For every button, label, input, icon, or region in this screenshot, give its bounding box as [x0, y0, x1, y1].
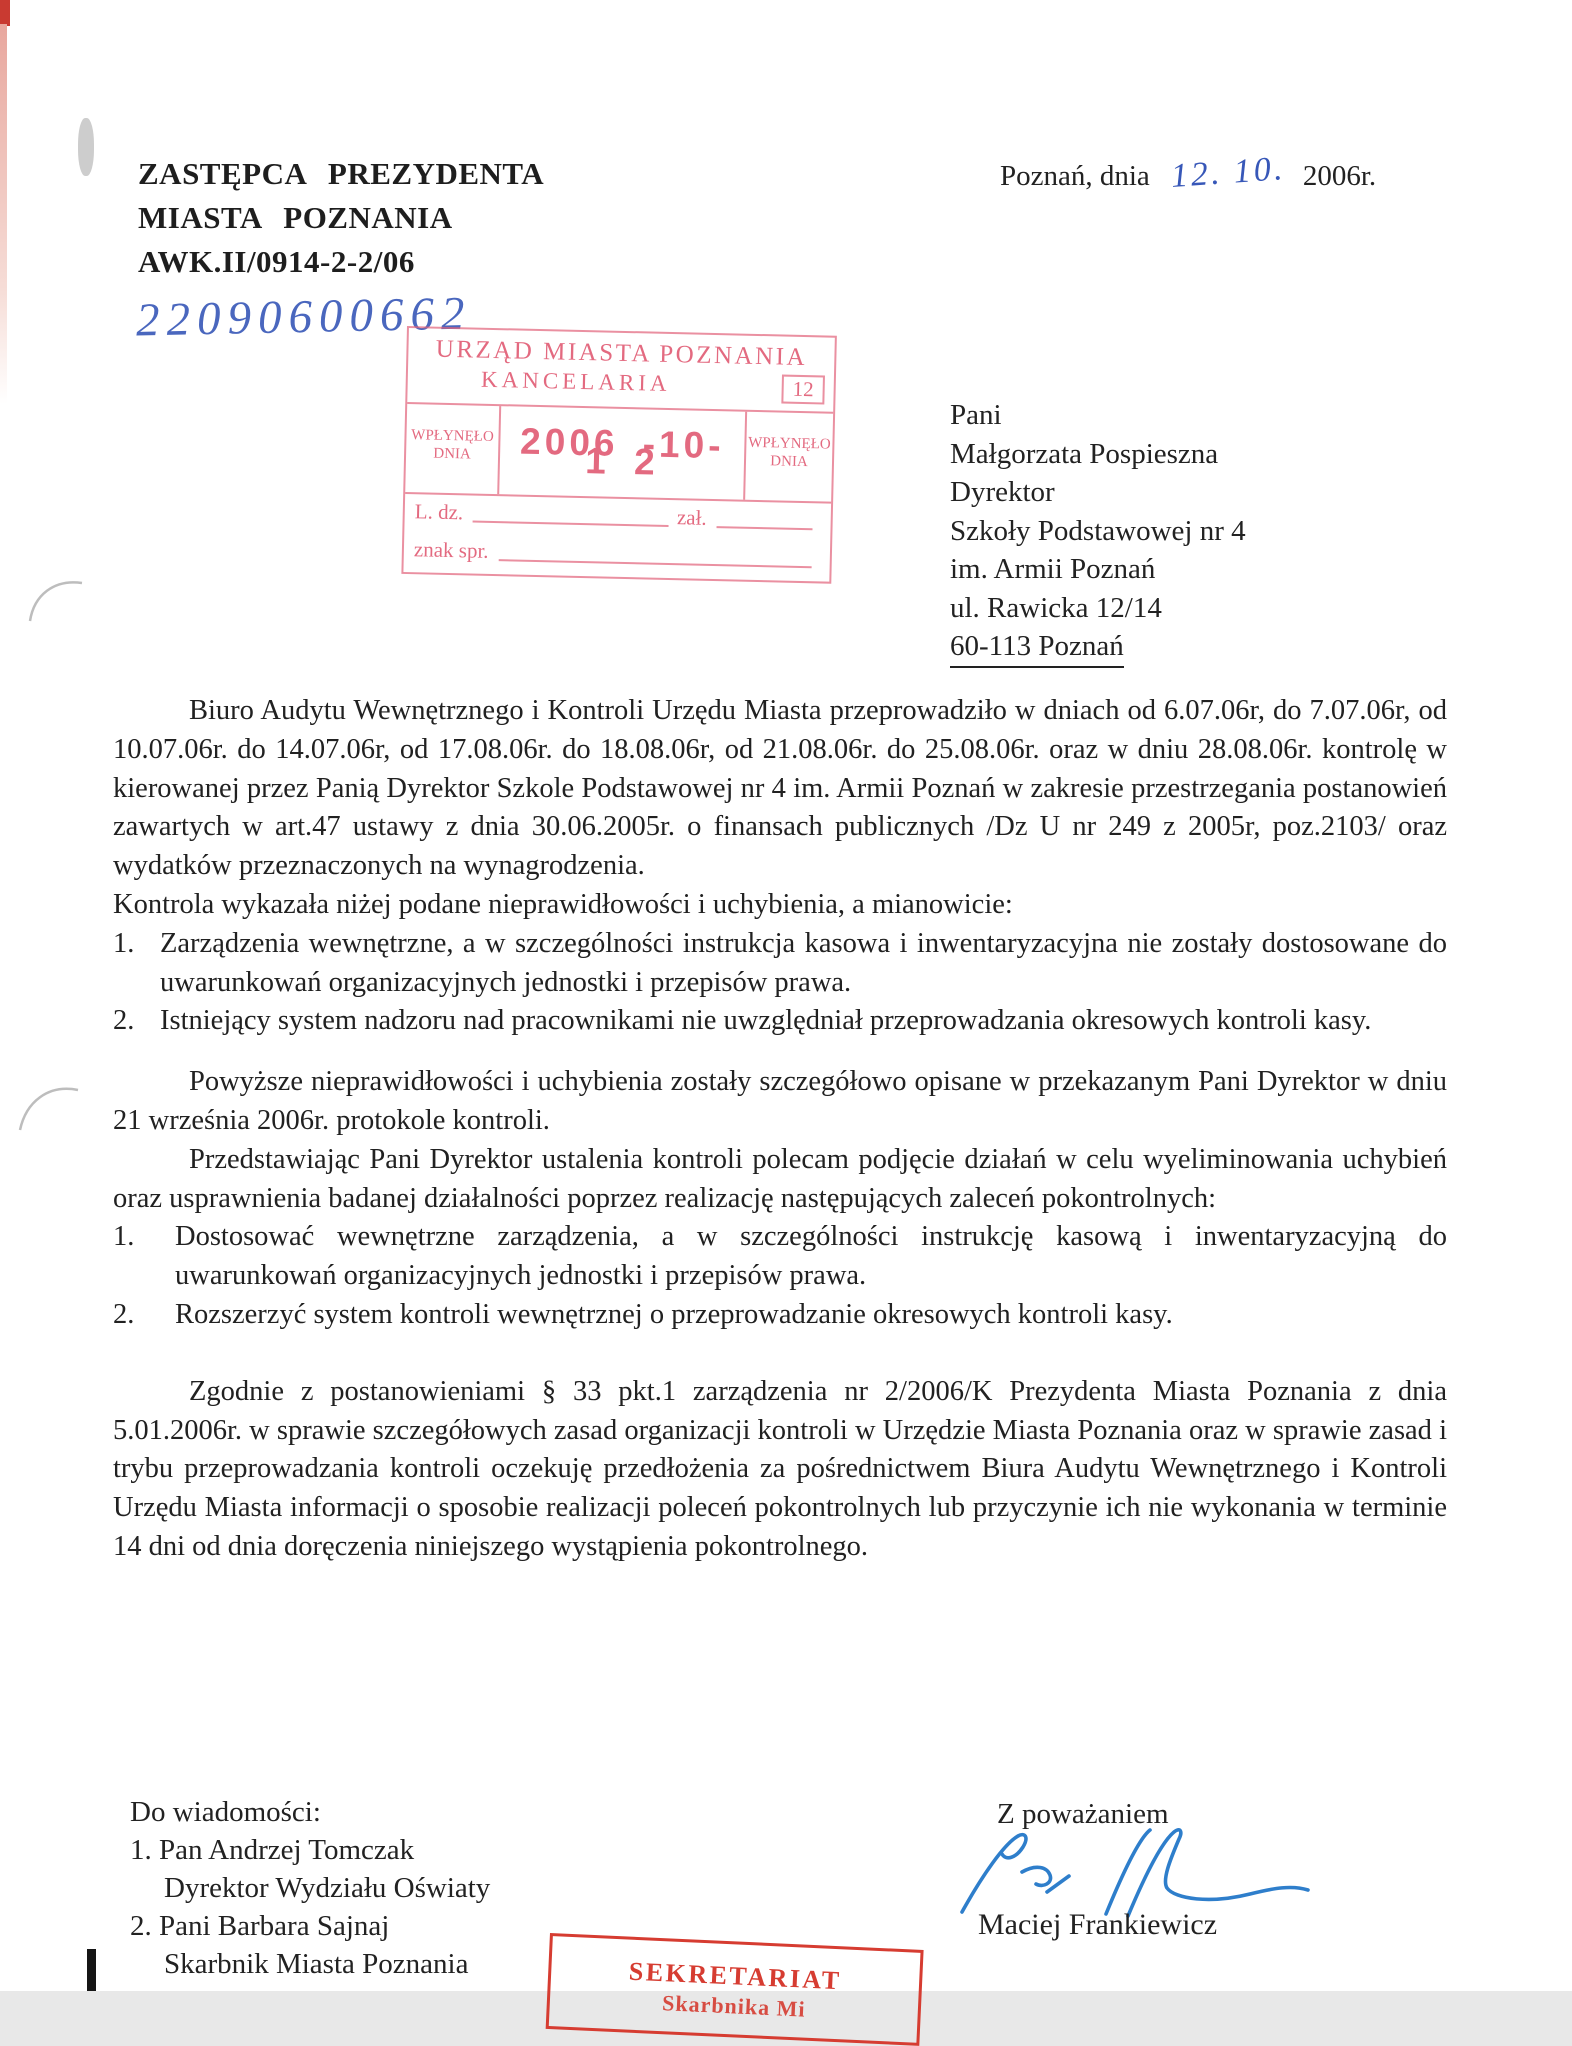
body-paragraph-legal-basis: Zgodnie z postanowieniami § 33 pkt.1 zarządzenia nr 2/2006/K Prezydenta Miasta Poznania z dnia 5.01.2006r. w sprawie szczegółowych zasad organizacji kontroli w Urzędzie Miasta Poznania oraz w sprawie zasad i trybu przeprowadzania kontroli oczekuję przedłożenia za pośrednictwem Biura Audytu Wewnętrznego i Kontroli Urzędu Miasta informacji o sposobie realizacji poleceń pokontrolnych lub przyczynie ich nie wykonania w terminie 14 dni od dnia doręczenia niniejszego wystąpienia pokontrolnego. — [113, 1375, 1447, 1562]
list-item-number: 2. — [113, 1298, 135, 1330]
recipient-line: Małgorzata Pospieszna — [950, 437, 1219, 470]
recommendations-list — [113, 1218, 1447, 1334]
recipient-address — [950, 396, 1246, 668]
stamp-znak-blank-line — [498, 558, 811, 568]
recipient-line: Dyrektor — [950, 476, 1055, 508]
secretariat-stamp-title: SEKRETARIAT — [628, 1956, 843, 1996]
cc-title: Do wiadomości: — [130, 1796, 321, 1828]
paper-fold-arc — [24, 575, 88, 627]
list-item — [113, 1218, 1447, 1296]
closing-salutation: Z poważaniem — [997, 1798, 1169, 1830]
stamp-zal-blank-line — [716, 525, 812, 530]
stamp-znak-label: znak spr. — [413, 537, 489, 563]
stamp-zal-label: zał. — [676, 505, 707, 530]
recipient-line: ul. Rawicka 12/14 — [950, 591, 1162, 624]
list-item — [113, 1002, 1447, 1041]
recipient-line — [950, 627, 1246, 668]
cc-item-role: Skarbnik Miasta Poznania — [164, 1948, 469, 1980]
secretariat-stamp-subtitle: Skarbnika Mi — [661, 1990, 807, 2022]
secretariat-stamp — [546, 1933, 924, 2046]
stamp-ldz-label: L. dz. — [414, 499, 464, 525]
scan-edge-red-mark — [0, 0, 10, 26]
stamp-ldz-blank-line — [473, 520, 669, 527]
cc-item-number: 1. — [130, 1834, 152, 1866]
dateline — [1000, 150, 1377, 195]
recipient-line: im. Armii Poznań — [950, 553, 1156, 585]
findings-list — [113, 925, 1447, 1041]
list-item-text: Dostosować wewnętrzne zarządzenia, a w szczególności instrukcję kasową i inwentaryzacyjną do uwarunkowań organizacyjnych jednostki i przepisów prawa. — [175, 1221, 1447, 1292]
stamp-received-label-left: WPŁYNĘŁO DNIA — [405, 404, 501, 494]
sender-title-line2: MIASTA POZNANIA — [138, 200, 453, 235]
stamp-received-date: 2006 -10- 1 2 — [519, 420, 726, 483]
recipient-line: Szkoły Podstawowej nr 4 — [950, 514, 1246, 547]
stamp-office-name: KANCELARIA — [480, 366, 671, 396]
kancelaria-receipt-stamp — [401, 326, 837, 584]
cc-item-number: 2. — [130, 1910, 152, 1942]
stamp-header — [407, 328, 835, 414]
letter-body — [113, 692, 1447, 1567]
stamp-date-row — [405, 404, 833, 504]
sender-title-line1: ZASTĘPCA PREZYDENTA — [138, 156, 545, 191]
stamp-received-label-right: WPŁYNĘŁO DNIA — [743, 412, 833, 502]
recipient-line: Pani — [950, 399, 1002, 431]
scan-edge-pink-strip — [0, 24, 7, 404]
dateline-prefix: Poznań, dnia — [1000, 160, 1150, 192]
list-item — [113, 925, 1447, 1003]
scan-corner-black-mark — [87, 1949, 96, 1991]
recipient-postal-city: 60-113 Poznań — [950, 627, 1124, 668]
list-item — [113, 1296, 1447, 1335]
list-item-number: 1. — [113, 927, 135, 959]
signer-name: Maciej Frankiewicz — [978, 1908, 1218, 1941]
sender-block — [138, 152, 544, 284]
body-paragraph-findings-intro: Kontrola wykazała niżej podane nieprawidłowości i uchybienia, a mianowicie: — [113, 888, 1013, 920]
body-paragraph-recommendations-intro: Przedstawiając Pani Dyrektor ustalenia kontroli polecam podjęcie działań w celu wyeliminowania uchybień oraz usprawnienia badanej działalności poprzez realizację następujących zaleceń pokontrolnych: — [113, 1143, 1447, 1214]
cc-item — [130, 1907, 490, 1945]
list-item-text: Rozszerzyć system kontroli wewnętrznej o przeprowadzanie okresowych kontroli kasy. — [175, 1298, 1173, 1330]
body-paragraph-protocol: Powyższe nieprawidłowości i uchybienia zostały szczegółowo opisane w przekazanym Pani Dyrektor w dniu 21 września 2006r. protokole kontroli. — [113, 1066, 1447, 1136]
list-item-text: Zarządzenia wewnętrzne, a w szczególności instrukcja kasowa i inwentaryzacyjna nie zostały dostosowane do uwarunkowań organizacyjnych jednostki i przepisów prawa. — [160, 927, 1447, 998]
cc-item-name: Pan Andrzej Tomczak — [159, 1834, 415, 1866]
handwritten-date: 12. 10. — [1169, 150, 1287, 195]
list-item-number: 1. — [113, 1221, 135, 1253]
cc-item-name: Pani Barbara Sajnaj — [159, 1910, 390, 1942]
dateline-year: 2006r. — [1302, 160, 1377, 192]
list-item-text: Istniejący system nadzoru nad pracownikami nie uwzględniał przeprowadzania okresowych kontroli kasy. — [160, 1005, 1372, 1037]
cc-item-role: Dyrektor Wydziału Oświaty — [164, 1872, 491, 1904]
handwritten-signature — [948, 1818, 1318, 1922]
list-item-number: 2. — [113, 1005, 135, 1037]
stamp-org-name: URZĄD MIASTA POZNANIA — [435, 335, 808, 372]
scan-smudge — [78, 118, 94, 176]
paper-fold-arc — [14, 1080, 84, 1136]
cc-item — [130, 1831, 490, 1869]
body-paragraph-audit-intro: Biuro Audytu Wewnętrznego i Kontroli Urzędu Miasta przeprowadziło w dniach od 6.07.06r, do 7.07.06r, od 10.07.06r. do 14.07.06r, od 17.08.06r. do 18.08.06r, od 21.08.06r. do 25.08.06r. oraz w dniu 28.08.06r. kontrolę w kierowanej przez Panią Dyrektor Szkole Podstawowej nr 4 im. Armii Poznań w zakresie przestrzegania postanowień zawartych w art.47 ustawy z dnia 30.06.2005r. o finansach publicznych /Dz U nr 249 z 2005r, poz.2103/ oraz wydatków przeznaczonych na wynagrodzenia. — [113, 695, 1447, 882]
handwritten-registry-number: 22090600662 — [135, 287, 473, 347]
sender-reference-number: AWK.II/0914-2-2/06 — [138, 244, 415, 279]
stamp-box-number: 12 — [781, 375, 825, 405]
cc-block — [130, 1793, 490, 1983]
